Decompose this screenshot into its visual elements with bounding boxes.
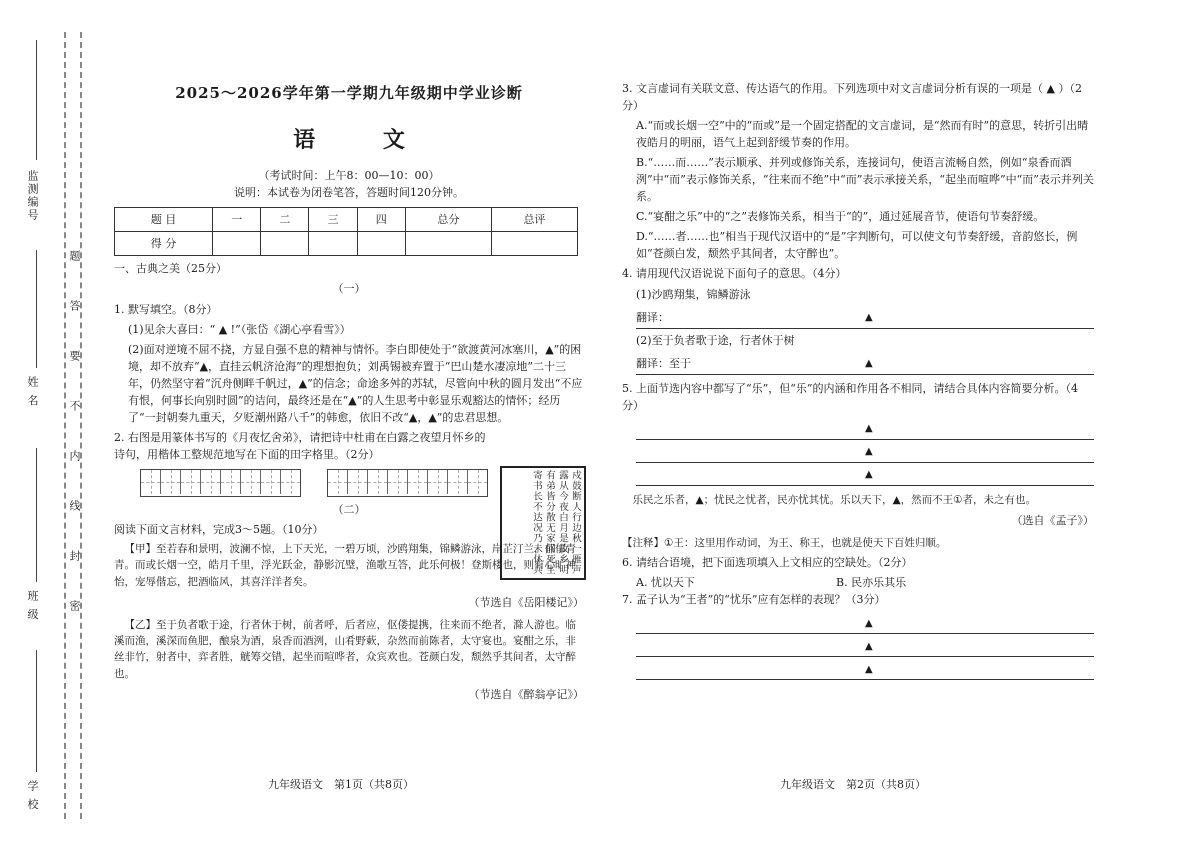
exam-time: （考试时间：上午8：00—10：00） xyxy=(258,169,440,183)
score-cell: 四 xyxy=(357,208,405,232)
translate-label: 翻译： xyxy=(636,310,669,324)
passage-mengzi: 乐民之乐者，▲；忧民之忧者，民亦忧其忧。乐以天下，▲，然而不王①者，未之有也。 xyxy=(632,493,1037,506)
option-6a[interactable]: A. 忧以天下 xyxy=(636,576,695,590)
answer-line-5[interactable] xyxy=(636,440,1094,463)
tianzige-grid-1[interactable] xyxy=(140,469,301,497)
answer-mark: ▲ xyxy=(865,640,873,652)
question-4-2: (2)至于负者歌于途，行者休于树 xyxy=(636,333,795,347)
exam-number-label: 监测编号 xyxy=(26,170,39,222)
section-heading: 一、古典之美（25分） xyxy=(114,262,227,276)
score-cell: 总评 xyxy=(491,208,577,232)
question-1: 1. 默写填空。（8分） xyxy=(114,302,218,316)
score-input[interactable] xyxy=(309,232,357,256)
passage-jia: 【甲】至若春和景明，波澜不惊，上下天光，一碧万顷，沙鸥翔集，锦鳞游泳，岸芷汀兰，郁郁青青。而或长烟一空，皓月千里，浮光跃金，静影沉璧，渔歌互答，此乐何极！登斯楼也，则有心旷神怡，宠辱偕忘，把酒临风，其喜洋洋者矣。 xyxy=(114,543,576,588)
score-table-score-row xyxy=(115,232,578,256)
seal-char: 不 xyxy=(68,400,81,413)
passage-jia-source: （节选自《岳阳楼记》） xyxy=(468,595,584,609)
seal-char: 线 xyxy=(68,500,81,513)
translate-label: 翻译：至于 xyxy=(636,356,691,370)
score-cell: 题 目 xyxy=(115,208,213,232)
annotation: 【注释】①王：这里用作动词，为王、称王，也就是使天下百姓归顺。 xyxy=(622,537,947,550)
question-6-options xyxy=(622,574,1094,591)
seal-script-poem-image: 戍鼓断人行边秋一雁声露从今夜白月是故乡明有弟皆分散无家问死生寄书长不达况乃未休兵 xyxy=(500,466,586,580)
seal-char: 封 xyxy=(68,550,81,563)
seal-char: 密 xyxy=(68,600,81,613)
answer-line-7[interactable] xyxy=(636,657,1094,680)
answer-mark: ▲ xyxy=(865,423,873,435)
passage-yi: 【乙】至于负者歌于途，行者休于树，前者呼，后者应，伛偻提携，往来而不绝者，滁人游也。临溪而渔，溪深而鱼肥，酿泉为酒，泉香而酒洌，山肴野蔌，杂然而前陈者，太守宴也。宴酣之乐，非丝非竹，射者中，弈者胜，觥筹交错，起坐而喧哗者，众宾欢也。苍颜白发，颓然乎其间者，太守醉也。 xyxy=(114,618,576,680)
school-line xyxy=(36,650,37,772)
tianzige-grid-2[interactable] xyxy=(327,469,488,497)
seal-char: 要 xyxy=(68,350,81,363)
binding-margin xyxy=(0,0,92,849)
question-2: 2. 右图是用篆体书写的《月夜忆舍弟》，请把诗中杜甫在白露之夜望月怀乡的诗句，用楷体工整规范地写在下面的田字格里。（2分） xyxy=(114,430,486,461)
score-table xyxy=(114,207,578,256)
name-label: 姓 名 xyxy=(26,376,39,408)
option-6b[interactable]: B. 民亦乐其乐 xyxy=(836,576,907,590)
answer-mark: ▲ xyxy=(865,663,873,675)
answer-line-4-1[interactable] xyxy=(636,306,1094,329)
score-cell: 三 xyxy=(309,208,357,232)
question-7: 7. 孟子认为“王者”的“忧乐”应有怎样的表现？（3分） xyxy=(622,593,886,607)
subject-title: 语 文 xyxy=(293,127,435,154)
seal-dashed-line xyxy=(64,32,66,819)
answer-mark: ▲ xyxy=(865,446,873,458)
exam-title: 2025～2026学年第一学期九年级期中学业诊断 xyxy=(175,84,523,102)
page-1 xyxy=(114,74,584,709)
question-4-1: (1)沙鸥翔集，锦鳞游泳 xyxy=(636,287,751,301)
score-input[interactable] xyxy=(213,232,261,256)
seal-char: 答 xyxy=(68,300,81,313)
question-1-2[interactable]: (2)面对逆境不屈不挠，方显自强不息的精神与情怀。李白即使处于“欲渡黄河冰塞川，▲”的困境，却不放弃“▲，直挂云帆济沧海”的理想抱负；刘禹锡被弃置于“巴山楚水凄凉地”二十三年，仍然坚守着“沉舟侧畔千帆过，▲”的信念；命途多舛的苏轼，尽管向中秋的圆月发出“不应有恨，何事长向别时圆”的诘问，最终还是在“▲”的人生思考中彰显乐观豁达的情怀；经历了“一封朝奏九重天，夕贬潮州路八千”的韩愈，依旧不改“▲，▲”的忠君思想。 xyxy=(128,342,583,424)
score-input[interactable] xyxy=(405,232,491,256)
answer-line-7[interactable] xyxy=(636,611,1094,634)
answer-mark: ▲ xyxy=(865,617,873,629)
seal-dashed-line-inner xyxy=(80,32,82,819)
school-label: 学 校 xyxy=(26,780,39,812)
class-label: 班 级 xyxy=(26,590,39,622)
class-line xyxy=(36,448,37,582)
passage-mengzi-source: （选自《孟子》） xyxy=(1011,513,1094,527)
part-heading: （二） xyxy=(332,502,366,516)
reading-intro: 阅读下面文言材料，完成3～5题。（10分） xyxy=(114,523,324,536)
answer-line-4-2[interactable] xyxy=(636,352,1094,375)
answer-mark: ▲ xyxy=(865,358,873,370)
seal-char: 题 xyxy=(68,250,81,263)
score-table-header-row xyxy=(115,208,578,232)
option-3a[interactable]: A.“而或长烟一空”中的“而或”是一个固定搭配的文言虚词，是“然而有时”的意思，转折引出晴夜皓月的明丽，语气上起到舒缓节奏的作用。 xyxy=(636,119,1089,150)
score-cell: 得 分 xyxy=(115,232,213,256)
question-3: 3. 文言虚词有关联文意、传达语气的作用。下列选项中对文言虚词分析有误的一项是（ ▲ ）（2分） xyxy=(622,82,1082,113)
option-3b[interactable]: B.“……而……”表示顺承、并列或修饰关系，连接词句，使语言流畅自然，例如“泉香而酒洌”中“而”表示修饰关系，“往来而不绝”中“而”表示承接关系，“起坐而喧哗”中“而”表示并列关系。 xyxy=(636,156,1094,204)
answer-line-7[interactable] xyxy=(636,634,1094,657)
page-2 xyxy=(622,80,1094,680)
exam-note: 说明：本试卷为闭卷笔答，答题时间120分钟。 xyxy=(234,186,464,200)
seal-char: 内 xyxy=(68,450,81,463)
score-cell: 总分 xyxy=(405,208,491,232)
name-line xyxy=(36,250,37,368)
score-cell: 一 xyxy=(213,208,261,232)
score-input[interactable] xyxy=(491,232,577,256)
question-1-1[interactable]: (1)见余大喜曰：“ ▲ !”（张岱《湖心亭看雪》） xyxy=(128,322,351,336)
question-5: 5. 上面节选内容中都写了“乐”，但“乐”的内涵和作用各不相同，请结合具体内容简要分析。（4分） xyxy=(622,381,1078,412)
exam-number-line xyxy=(36,40,37,160)
question-6: 6. 请结合语境，把下面选项填入上文相应的空缺处。（2分） xyxy=(622,556,913,570)
option-3d[interactable]: D.“……者……也”相当于现代汉语中的“是”字判断句，可以使文句节奏舒缓，音韵悠长，例如“苍颜白发，颓然乎其间者，太守醉也”。 xyxy=(636,230,1078,261)
question-4: 4. 请用现代汉语说说下面句子的意思。（4分） xyxy=(622,267,847,281)
answer-mark: ▲ xyxy=(865,469,873,481)
answer-line-5[interactable] xyxy=(636,417,1094,440)
passage-yi-source: （节选自《醉翁亭记》） xyxy=(468,687,584,701)
part-heading: （一） xyxy=(332,282,366,296)
option-3c[interactable]: C.“宴酣之乐”中的“之”表修饰关系，相当于“的”，通过延展音节，使语句节奏舒缓。 xyxy=(636,210,1045,224)
score-input[interactable] xyxy=(261,232,309,256)
answer-line-5[interactable] xyxy=(636,463,1094,486)
page-1-footer: 九年级语文 第1页（共8页） xyxy=(268,778,414,791)
score-input[interactable] xyxy=(357,232,405,256)
answer-mark: ▲ xyxy=(865,312,873,324)
score-cell: 二 xyxy=(261,208,309,232)
page-2-footer: 九年级语文 第2页（共8页） xyxy=(780,778,926,791)
